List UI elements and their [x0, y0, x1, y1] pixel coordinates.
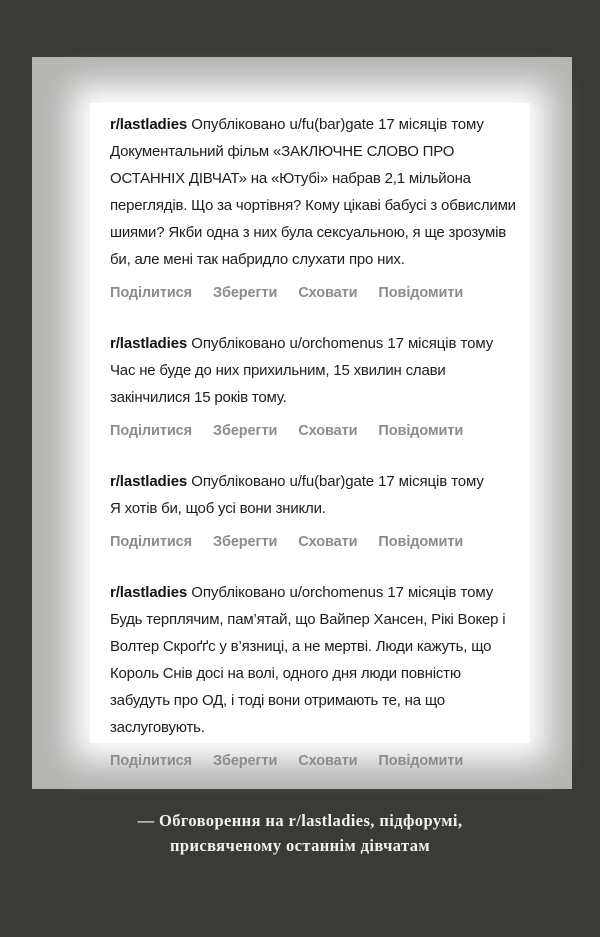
forum-post: [110, 579, 524, 774]
hide-action[interactable]: Сховати: [298, 534, 358, 550]
published-label: Опубліковано: [191, 116, 286, 133]
share-action[interactable]: Поділитися: [110, 423, 192, 439]
share-action[interactable]: Поділитися: [110, 534, 192, 550]
post-age: 17 місяців тому: [387, 335, 494, 352]
user-link[interactable]: u/fu(bar)gate: [289, 116, 375, 133]
save-action[interactable]: Зберегти: [213, 423, 278, 439]
post-header: [110, 579, 524, 606]
post-age: 17 місяців тому: [378, 116, 484, 133]
post-actions: [110, 280, 524, 306]
report-action[interactable]: Повідомити: [378, 423, 464, 439]
save-action[interactable]: Зберегти: [213, 753, 278, 769]
user-link[interactable]: u/fu(bar)gate: [289, 473, 375, 490]
post-header: [110, 468, 524, 495]
forum-post: [110, 330, 524, 444]
report-action[interactable]: Повідомити: [378, 753, 464, 769]
forum-thread: [110, 111, 524, 774]
forum-post: [110, 111, 524, 306]
post-age: 17 місяців тому: [378, 473, 484, 490]
post-body: Я хотів би, щоб усі вони зникли.: [110, 500, 326, 517]
subreddit-link[interactable]: r/lastladies: [110, 335, 188, 352]
hide-action[interactable]: Сховати: [298, 423, 358, 439]
subreddit-link[interactable]: r/lastladies: [110, 116, 188, 133]
caption-line-2: присвяченому останнім дівчатам: [169, 836, 431, 855]
share-action[interactable]: Поділитися: [110, 753, 192, 769]
report-action[interactable]: Повідомити: [378, 285, 464, 301]
forum-screenshot: [90, 103, 530, 769]
post-header: [110, 111, 524, 138]
subreddit-link[interactable]: r/lastladies: [110, 584, 188, 601]
post-age: 17 місяців тому: [387, 584, 494, 601]
hide-action[interactable]: Сховати: [298, 285, 358, 301]
post-header: [110, 330, 524, 357]
book-page: [32, 57, 572, 789]
save-action[interactable]: Зберегти: [213, 285, 278, 301]
share-action[interactable]: Поділитися: [110, 285, 192, 301]
subreddit-link[interactable]: r/lastladies: [110, 473, 188, 490]
caption-line-1: — Обговорення на r/lastladies, підфорумі,: [137, 811, 463, 830]
hide-action[interactable]: Сховати: [298, 753, 358, 769]
published-label: Опубліковано: [191, 335, 286, 352]
caption: [0, 808, 600, 858]
save-action[interactable]: Зберегти: [213, 534, 278, 550]
post-body: Час не буде до них прихильним, 15 хвилин слави закінчилися 15 років тому.: [110, 362, 446, 406]
published-label: Опубліковано: [191, 473, 286, 490]
post-body: Документальний фільм «ЗАКЛЮЧНЕ СЛОВО ПРО ОСТАННІХ ДІВЧАТ» на «Ютубі» набрав 2,1 мільйона переглядів. Що за чортівня? Кому цікаві бабусі з обвислими шиями? Якби одна з них була сексуальною, я ще зрозумів би, але мені так набридло слухати про них.: [110, 143, 516, 268]
post-actions: [110, 418, 524, 444]
post-actions: [110, 748, 524, 774]
post-actions: [110, 529, 524, 555]
post-body: Будь терплячим, пам’ятай, що Вайпер Хансен, Рікі Вокер і Волтер Скроґґс у в’язниці, а не мертві. Люди кажуть, що Король Снів досі на волі, одного дня люди повністю забудуть про ОД, і тоді вони отримають те, на що заслуговують.: [110, 611, 506, 736]
user-link[interactable]: u/orchomenus: [289, 335, 384, 352]
forum-post: [110, 468, 524, 555]
report-action[interactable]: Повідомити: [378, 534, 464, 550]
user-link[interactable]: u/orchomenus: [289, 584, 384, 601]
published-label: Опубліковано: [191, 584, 286, 601]
